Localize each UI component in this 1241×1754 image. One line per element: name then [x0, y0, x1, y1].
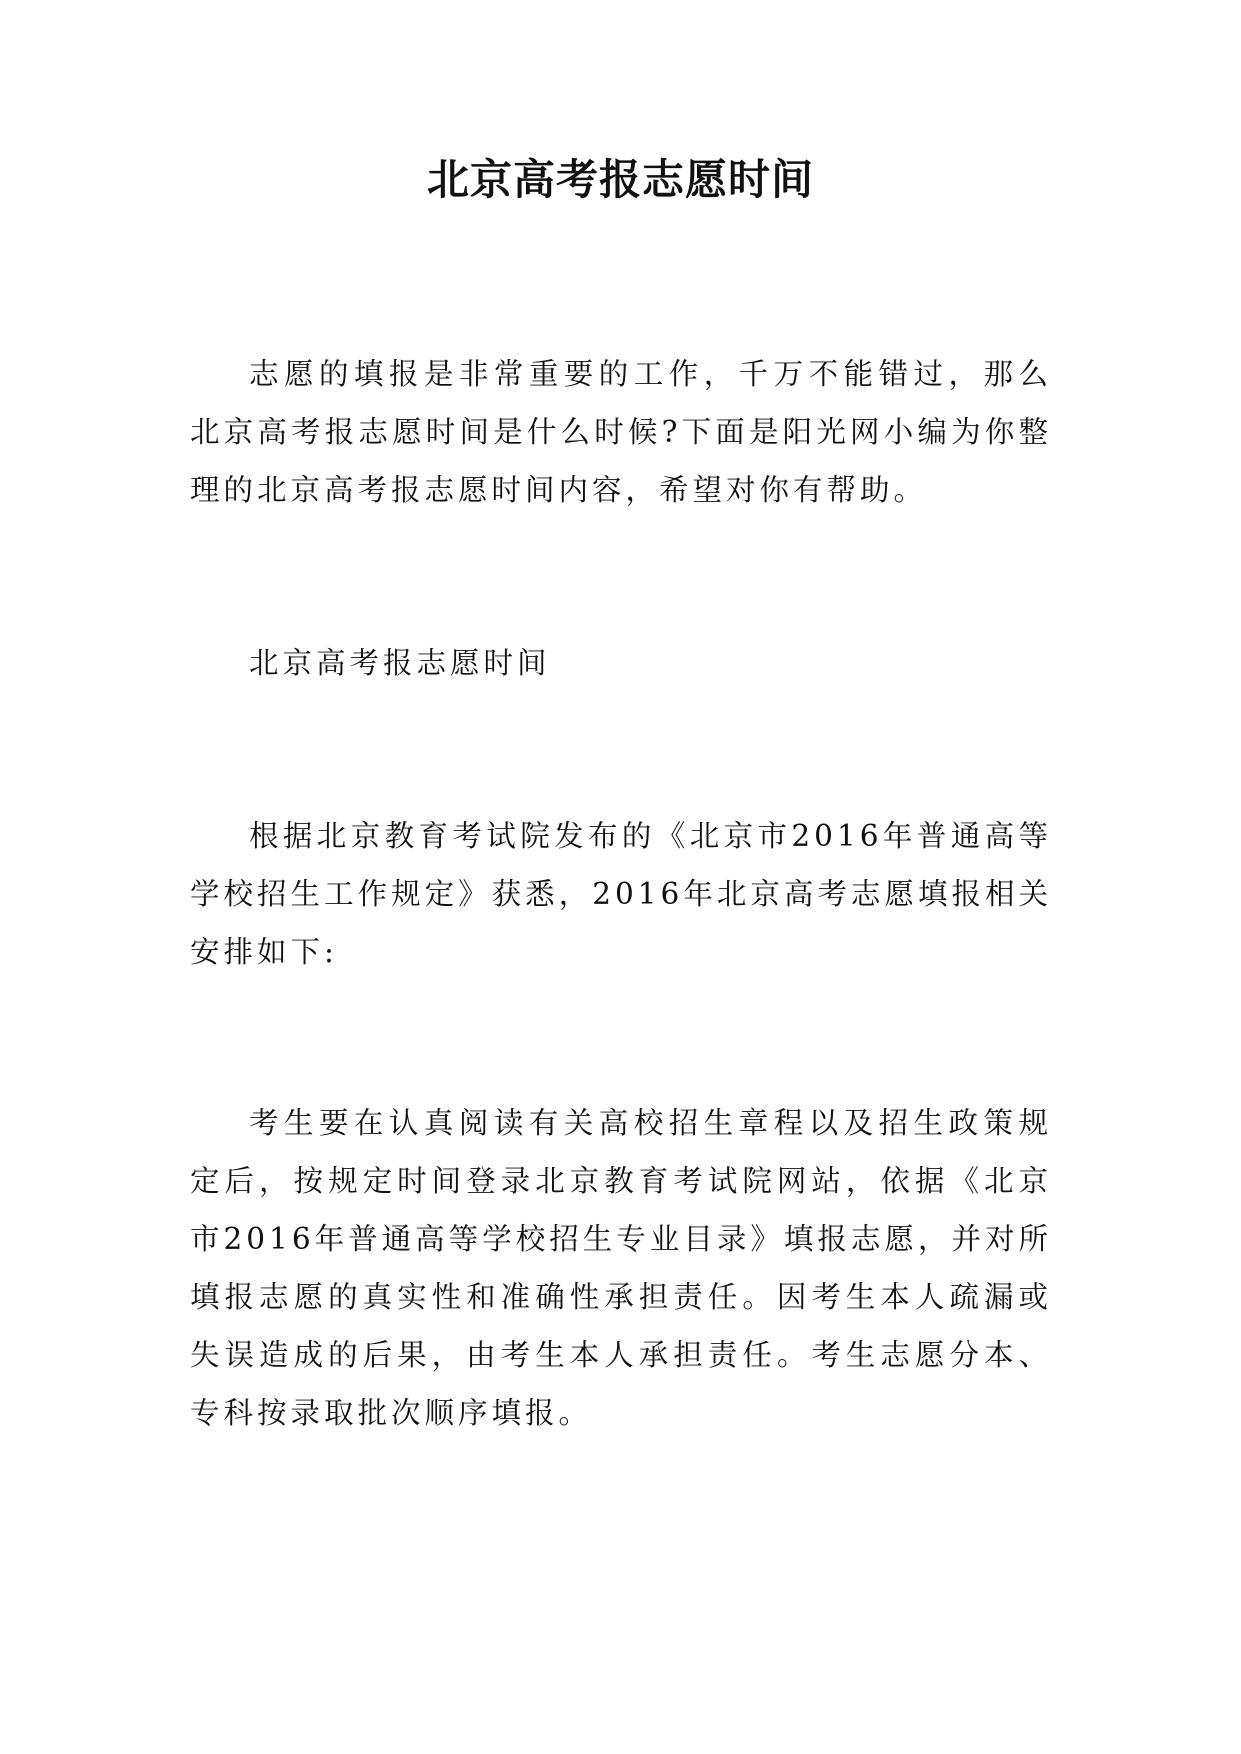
paragraph-regulation: 根据北京教育考试院发布的《北京市2016年普通高等学校招生工作规定》获悉，2016年北京高考志愿填报相关安排如下: [190, 819, 1052, 969]
paragraph-subheading: 北京高考报志愿时间 [249, 646, 551, 680]
document-title: 北京高考报志愿时间 [426, 155, 814, 204]
paragraph-intro: 志愿的填报是非常重要的工作，千万不能错过，那么北京高考报志愿时间是什么时候?下面是阳光网小编为你整理的北京高考报志愿时间内容，希望对你有帮助。 [190, 357, 1052, 507]
paragraph-instructions: 考生要在认真阅读有关高校招生章程以及招生政策规定后，按规定时间登录北京教育考试院网站，依据《北京市2016年普通高等学校招生专业目录》填报志愿，并对所填报志愿的真实性和准确性承担责任。因考生本人疏漏或失误造成的后果，由考生本人承担责任。考生志愿分本、专科按录取批次顺序填报。 [190, 1106, 1052, 1430]
